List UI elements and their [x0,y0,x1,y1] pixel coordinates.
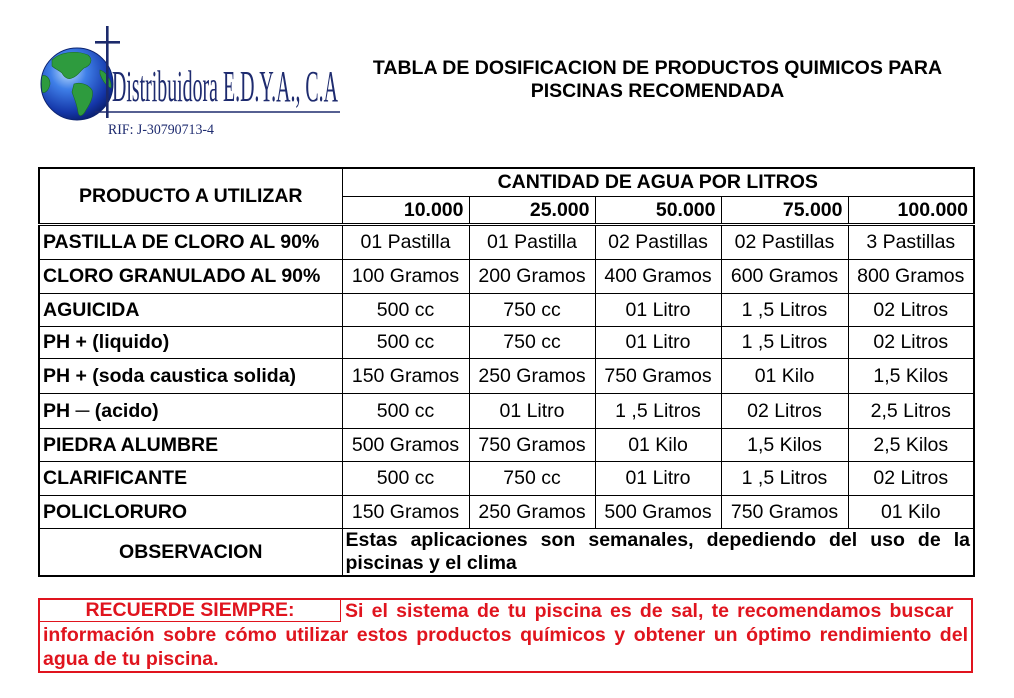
volume-header: 50.000 [595,196,721,224]
company-name: Distribuidora E.D.Y.A., C.A [112,62,339,111]
dosage-value: 02 Litros [848,461,974,495]
table-row [39,224,974,259]
dosage-value: 2,5 Kilos [848,428,974,461]
dosage-value: 500 cc [342,393,469,428]
dosage-value: 01 Litro [595,461,721,495]
table-row [39,428,974,461]
company-logo [0,0,360,150]
dosage-value: 02 Litros [848,293,974,326]
dosage-value: 1,5 Kilos [848,358,974,393]
reminder-header [40,600,971,622]
dosage-value: 600 Gramos [721,259,848,293]
header-row [39,168,974,196]
volume-header: 100.000 [848,196,974,224]
dosage-value: 750 Gramos [721,495,848,528]
quantity-header: CANTIDAD DE AGUA POR LITROS [342,168,974,196]
dosage-value: 02 Pastillas [595,224,721,259]
observation-text: Estas aplicaciones son semanales, depediendo del uso de la piscinas y el clima [342,528,974,576]
table-row [39,326,974,358]
dosage-value: 750 cc [469,326,595,358]
table-row [39,393,974,428]
product-name: PH + (soda caustica solida) [39,358,342,393]
dosage-value: 750 Gramos [595,358,721,393]
dosage-value: 1,5 Kilos [721,428,848,461]
dosage-value: 150 Gramos [342,495,469,528]
dosage-value: 500 cc [342,326,469,358]
dosage-value: 01 Pastilla [342,224,469,259]
dosage-value: 3 Pastillas [848,224,974,259]
product-name: PIEDRA ALUMBRE [39,428,342,461]
table-row [39,495,974,528]
company-rif: RIF: J-30790713-4 [108,122,215,138]
dosage-value: 250 Gramos [469,495,595,528]
dosage-value: 250 Gramos [469,358,595,393]
dosage-value: 01 Litro [595,326,721,358]
table-row [39,461,974,495]
dosage-value: 750 cc [469,293,595,326]
product-name: CLORO GRANULADO AL 90% [39,259,342,293]
dosage-value: 500 cc [342,293,469,326]
product-name: PH ─ (acido) [39,393,342,428]
dosage-value: 2,5 Litros [848,393,974,428]
dosage-value: 750 cc [469,461,595,495]
dosage-value: 800 Gramos [848,259,974,293]
table-row [39,358,974,393]
page-title [360,57,955,103]
reminder-text: información sobre cómo utilizar estos productos químicos y obtener un óptimo rendimiento del agua de tu piscina. [43,624,968,670]
volume-header: 10.000 [342,196,469,224]
dosage-value: 1 ,5 Litros [721,326,848,358]
product-header: PRODUCTO A UTILIZAR [39,168,342,224]
dosage-value: 02 Litros [848,326,974,358]
volume-header: 75.000 [721,196,848,224]
dosage-value: 01 Kilo [595,428,721,461]
dosage-table [38,167,975,577]
dosage-value: 750 Gramos [469,428,595,461]
dosage-value: 1 ,5 Litros [595,393,721,428]
dosage-value: 500 Gramos [342,428,469,461]
reminder-label: RECUERDE SIEMPRE: [40,600,341,622]
volume-header: 25.000 [469,196,595,224]
table-row [39,293,974,326]
reminder-first-line: Si el sistema de tu piscina es de sal, te recomendamos buscar [345,600,954,622]
dosage-value: 01 Pastilla [469,224,595,259]
dosage-value: 02 Litros [721,393,848,428]
dosage-value: 200 Gramos [469,259,595,293]
dosage-value: 01 Litro [595,293,721,326]
dosage-value: 100 Gramos [342,259,469,293]
product-name: CLARIFICANTE [39,461,342,495]
observation-row [39,528,974,576]
dosage-value: 400 Gramos [595,259,721,293]
dosage-value: 01 Kilo [848,495,974,528]
product-name: AGUICIDA [39,293,342,326]
dosage-value: 1 ,5 Litros [721,461,848,495]
product-name: PASTILLA DE CLORO AL 90% [39,224,342,259]
dosage-value: 01 Litro [469,393,595,428]
title-line: TABLA DE DOSIFICACION DE PRODUCTOS QUIMICOS PARA [372,57,943,79]
product-name: POLICLORURO [39,495,342,528]
dosage-value: 150 Gramos [342,358,469,393]
product-name: PH + (liquido) [39,326,342,358]
dosage-value: 01 Kilo [721,358,848,393]
dosage-value: 02 Pastillas [721,224,848,259]
observation-label: OBSERVACION [39,528,342,576]
reminder-box [38,598,973,673]
title-line: PISCINAS RECOMENDADA [530,80,785,102]
table-row [39,259,974,293]
dosage-value: 1 ,5 Litros [721,293,848,326]
dosage-value: 500 cc [342,461,469,495]
globe-icon [41,48,113,120]
dosage-value: 500 Gramos [595,495,721,528]
